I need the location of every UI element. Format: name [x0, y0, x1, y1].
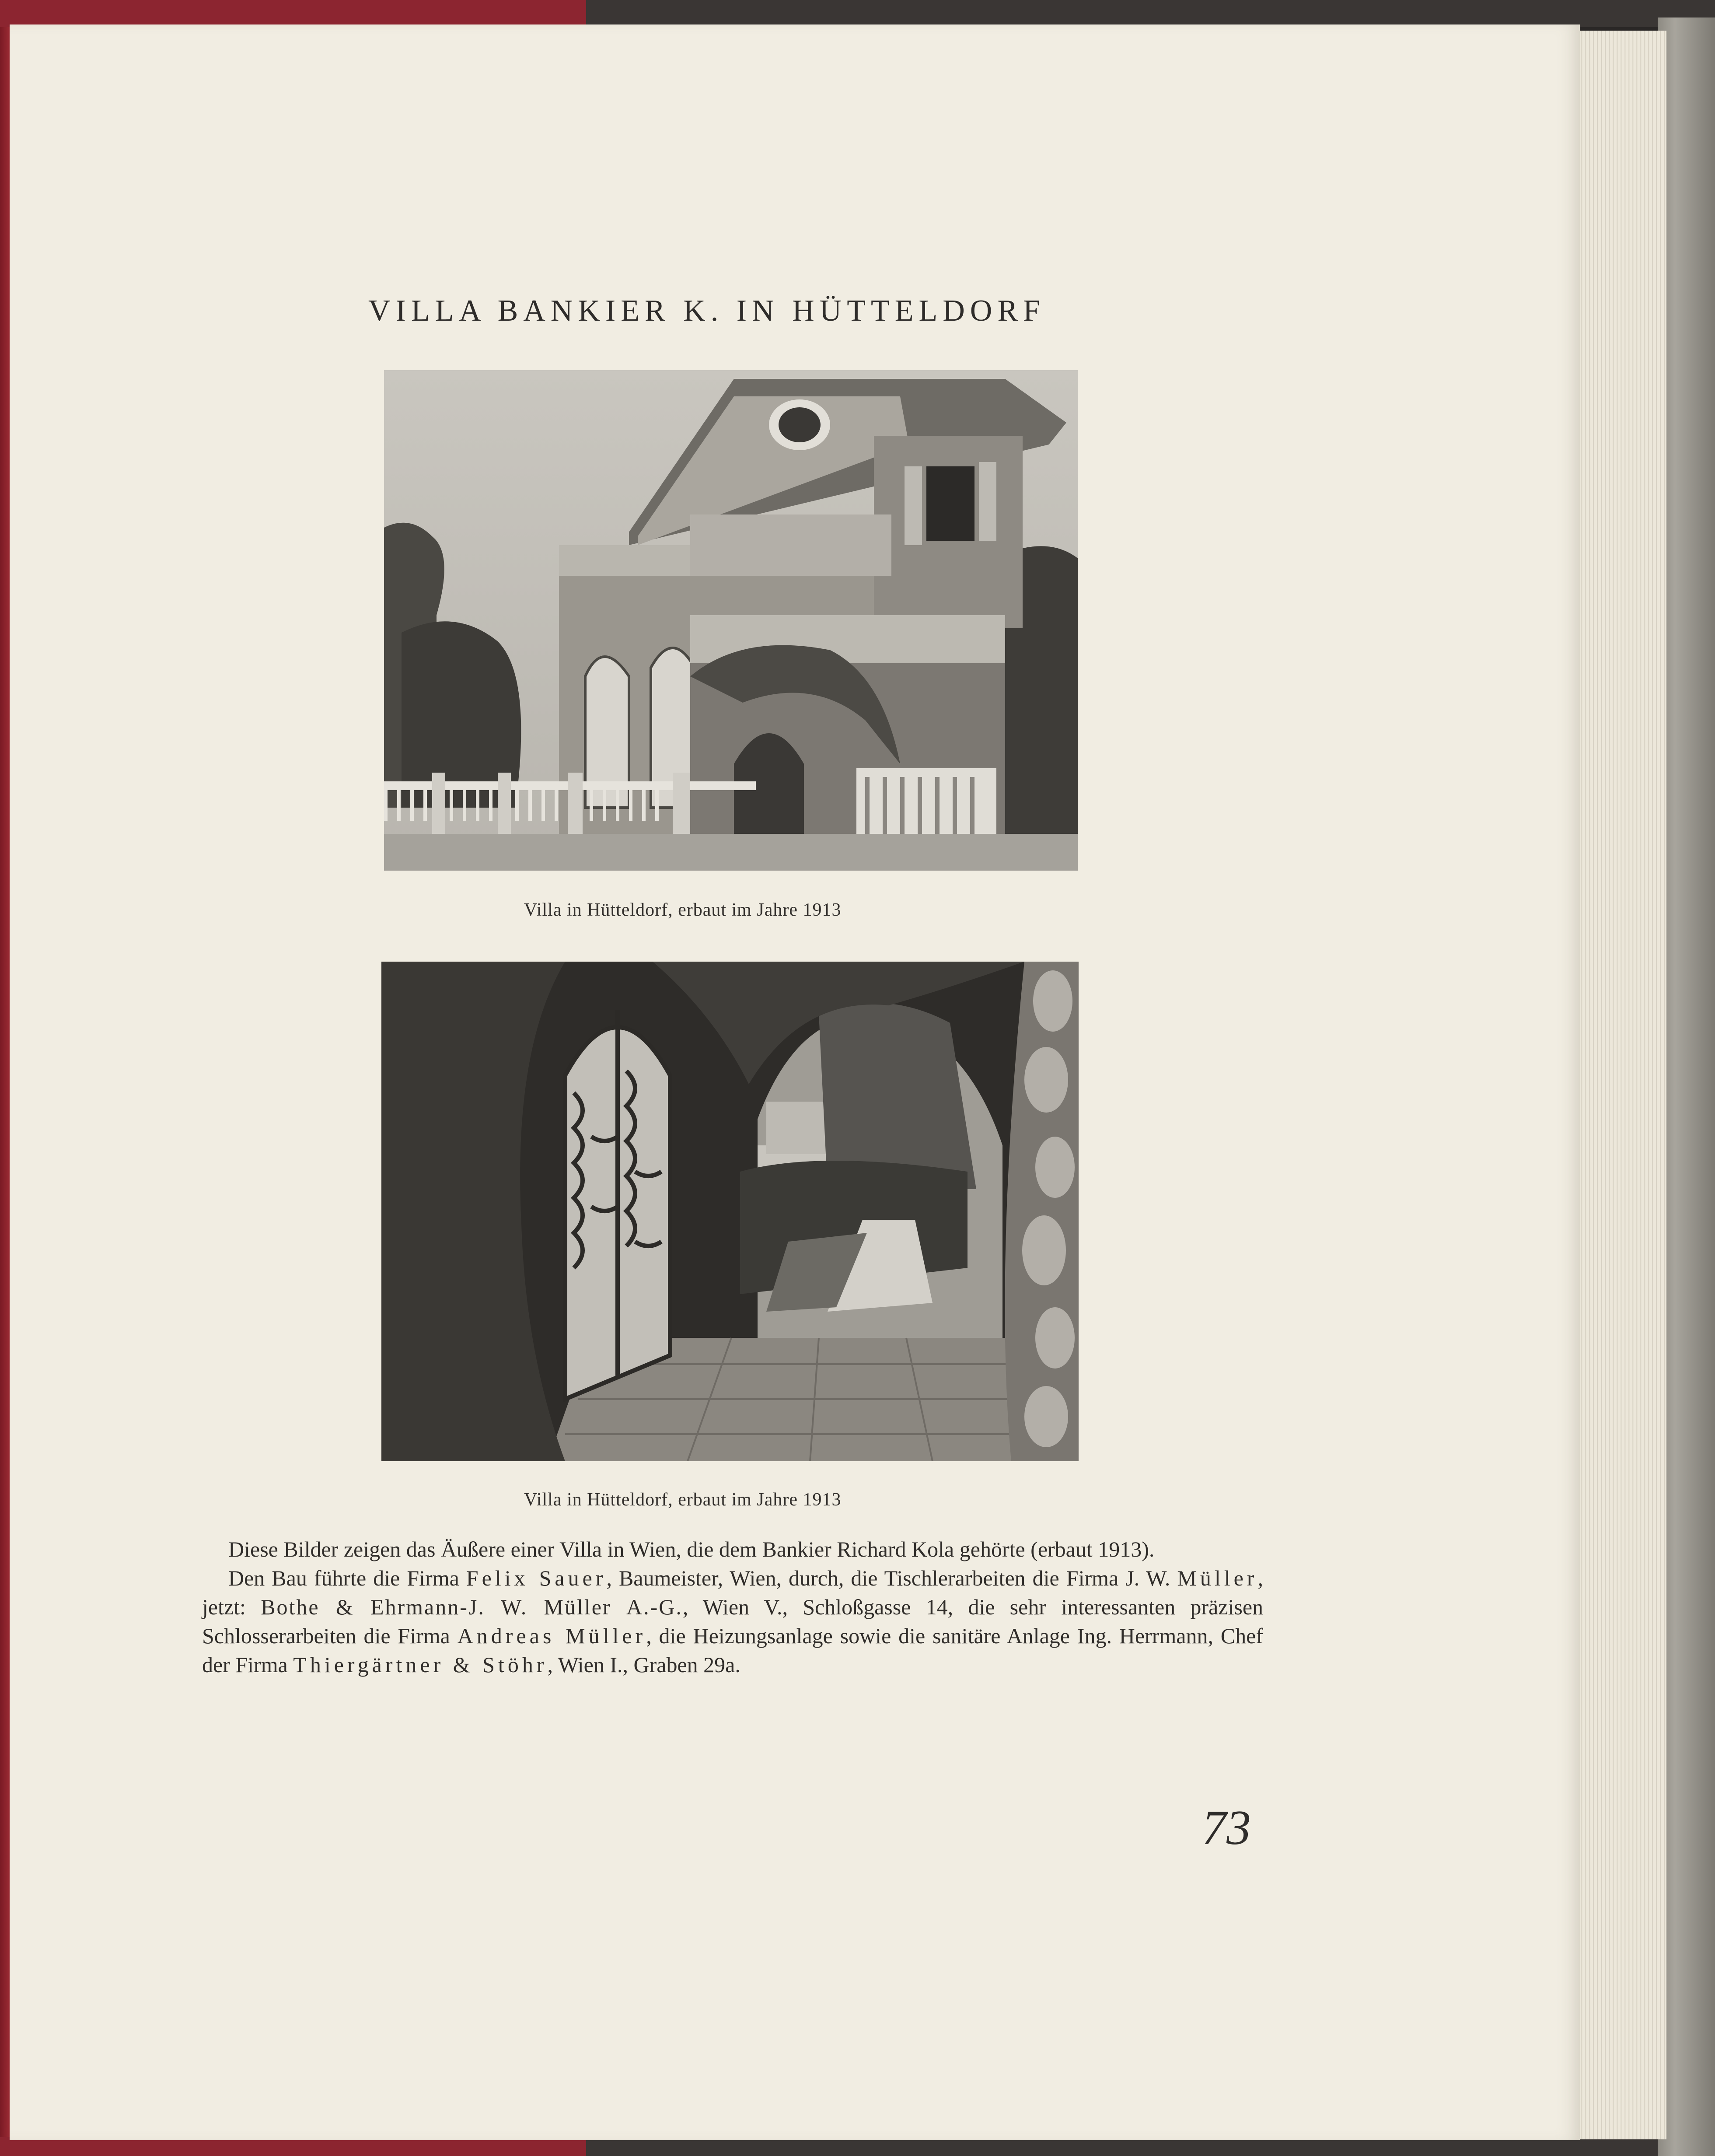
- archway-gate-photo: [381, 962, 1079, 1461]
- firm-name-felix-sauer: Felix Sauer: [466, 1566, 607, 1590]
- paragraph-2: [202, 1564, 1263, 1679]
- firm-name-bothe-ehrmann: Bothe & Ehrmann-J. W. Müller A.-G.: [261, 1595, 683, 1619]
- text-run: , die Heizungsanlage sowie die sanitäre Anlage Ing. Herrmann, Chef der Firma: [202, 1624, 1263, 1677]
- figure-caption-1: Villa in Hütteldorf, erbaut im Jahre 1913: [524, 900, 842, 920]
- text-run: Den Bau führte die Firma: [228, 1566, 466, 1590]
- text-run: , Wien I., Graben 29a.: [547, 1652, 740, 1677]
- book-page: [10, 24, 1580, 2140]
- text-run: , Baumeister, Wien, durch, die Tischlerarbeiten die Firma J. W.: [606, 1566, 1177, 1590]
- book-cover-edge-left: [0, 0, 10, 2156]
- text-run: , Wien V., Schloßgasse 14, die sehr interessanten präzisen Schlosserarbeiten die Firma: [202, 1595, 1264, 1648]
- text-run: , jetzt:: [202, 1566, 1263, 1619]
- page-edges-stack: [1575, 31, 1666, 2139]
- book-cover-edge-top-dark: [586, 0, 1715, 27]
- body-text: [202, 1535, 1263, 1679]
- book-cover-edge-top: [0, 0, 586, 27]
- page-title: VILLA BANKIER K. IN HÜTTELDORF: [368, 294, 1045, 328]
- villa-exterior-photo: [384, 370, 1078, 871]
- firm-name-mueller: Müller: [1177, 1566, 1258, 1590]
- firm-name-thiergaertner-stoehr: Thiergärtner & Stöhr: [293, 1652, 548, 1677]
- page-number: 73: [1202, 1801, 1251, 1855]
- figure-caption-2: Villa in Hütteldorf, erbaut im Jahre 1913: [524, 1490, 842, 1510]
- firm-name-andreas-mueller: Andreas Müller: [457, 1624, 646, 1648]
- paragraph-1: Diese Bilder zeigen das Äußere einer Villa in Wien, die dem Bankier Richard Kola gehörte (erbaut 1913).: [228, 1537, 1155, 1561]
